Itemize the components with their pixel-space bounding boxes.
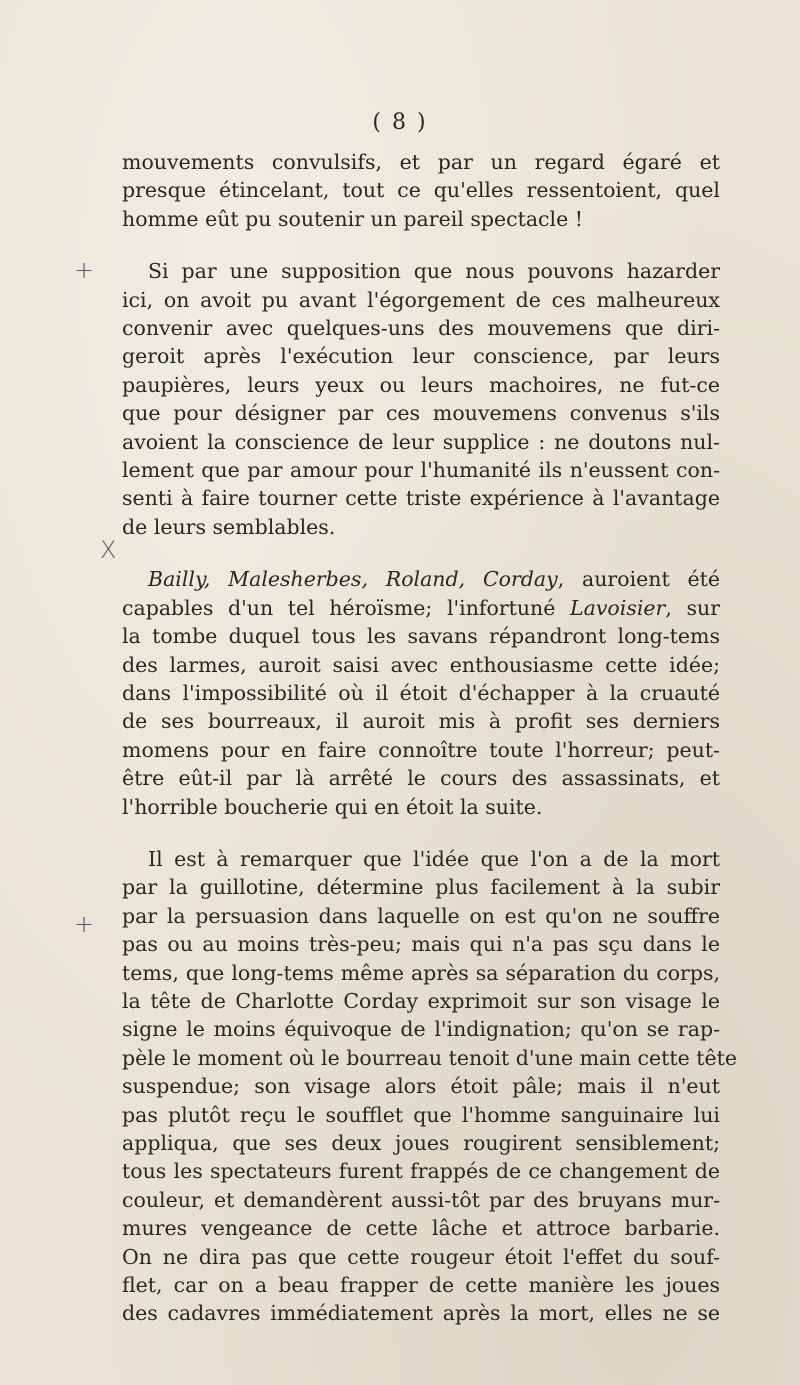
text-line: paupières, leurs yeux ou leurs machoires, ne fut-ce [122,372,720,397]
text-line: presque étincelant, tout ce qu'elles ressentoient, quel [122,178,720,203]
text-fragment: capables d'un tel héroïsme; l'infortuné [122,595,571,620]
text-line [122,594,720,622]
text-line: de ses bourreaux, il auroit mis à profit ses derniers [122,709,720,734]
text-line: par la persuasion dans laquelle on est qu'on ne souffre [122,903,720,928]
text-line: des cadavres immédiatement après la mort, elles ne se [122,1301,720,1326]
text-line: couleur, et demandèrent aussi-tôt par des bruyans mur- [122,1187,720,1212]
text-line: lement que par amour pour l'humanité ils n'eussent con- [122,458,720,483]
text-line: tems, que long-tems même après sa séparation du corps, [122,960,720,985]
paragraph-3 [122,565,720,821]
text-line: l'horrible boucherie qui en étoit la suite. [122,794,543,819]
text-fragment: , auroient été [557,567,720,592]
text-line: tous les spectateurs furent frappés de ce changement de [122,1159,720,1184]
text-line: flet, car on a beau frapper de cette manière les joues [122,1273,720,1298]
text-line: suspendue; son visage alors étoit pâle; mais il n'eut [122,1074,720,1099]
text-line: signe le moins équivoque de l'indignation; qu'on se rap- [122,1017,720,1042]
text-fragment: , sur [665,595,720,620]
text-line: avoient la conscience de leur supplice : ne doutons nul- [122,429,720,454]
text-line: convenir avec quelques-uns des mouvemens que diri- [122,316,720,341]
margin-cross-mark-3: + [74,910,95,938]
text-line [122,565,720,593]
text-line: des larmes, auroit saisi avec enthousiasme cette idée; [122,652,720,677]
text-line: Il est à remarquer que l'idée que l'on a de la mort [148,846,720,871]
body-text [122,148,738,1328]
names-italic: Bailly, Malesherbes, Roland, Corday [148,567,558,592]
text-line: Si par une supposition que nous pouvons hazarder [148,259,720,284]
text-line: On ne dira pas que cette rougeur étoit l'effet du souf- [122,1244,720,1269]
text-line: pèle le moment où le bourreau tenoit d'une main cette tête [122,1045,738,1070]
text-line: que pour désigner par ces mouvemens convenus s'ils [122,401,720,426]
text-line: homme eût pu soutenir un pareil spectacle ! [122,206,583,231]
text-line: pas plutôt reçu le soufflet que l'homme sanguinaire lui [122,1102,720,1127]
text-line: momens pour en faire connoître toute l'horreur; peut- [122,737,720,762]
text-line: geroit après l'exécution leur conscience, par leurs [122,344,720,369]
text-line: dans l'impossibilité où il étoit d'échapper à la cruauté [122,680,720,705]
margin-cross-mark-1: + [74,256,95,284]
text-line: la tombe duquel tous les savans répandront long-tems [122,624,720,649]
paragraph-1 [122,148,720,233]
text-line: mouvements convulsifs, et par un regard égaré et [122,150,720,174]
lavoisier-italic: Lavoisier [570,595,666,620]
text-line: ici, on avoit pu avant l'égorgement de ces malheureux [122,287,720,312]
margin-x-mark-2: X [100,536,117,564]
text-line: de leurs semblables. [122,514,336,539]
text-line: pas ou au moins très-peu; mais qui n'a pas sçu dans le [122,932,720,957]
text-line: être eût-il par là arrêté le cours des assassinats, et [122,766,720,791]
text-line: par la guillotine, détermine plus facilement à la subir [122,875,720,900]
text-line: mures vengeance de cette lâche et attroce barbarie. [122,1216,720,1241]
text-line: appliqua, que ses deux joues rougirent sensiblement; [122,1131,720,1155]
page-number: ( 8 ) [372,110,428,135]
text-line: senti à faire tourner cette triste expérience à l'avantage [122,486,720,511]
text-line: la tête de Charlotte Corday exprimoit sur son visage le [122,988,720,1013]
paragraph-4 [122,845,738,1328]
paragraph-2 [122,257,720,541]
